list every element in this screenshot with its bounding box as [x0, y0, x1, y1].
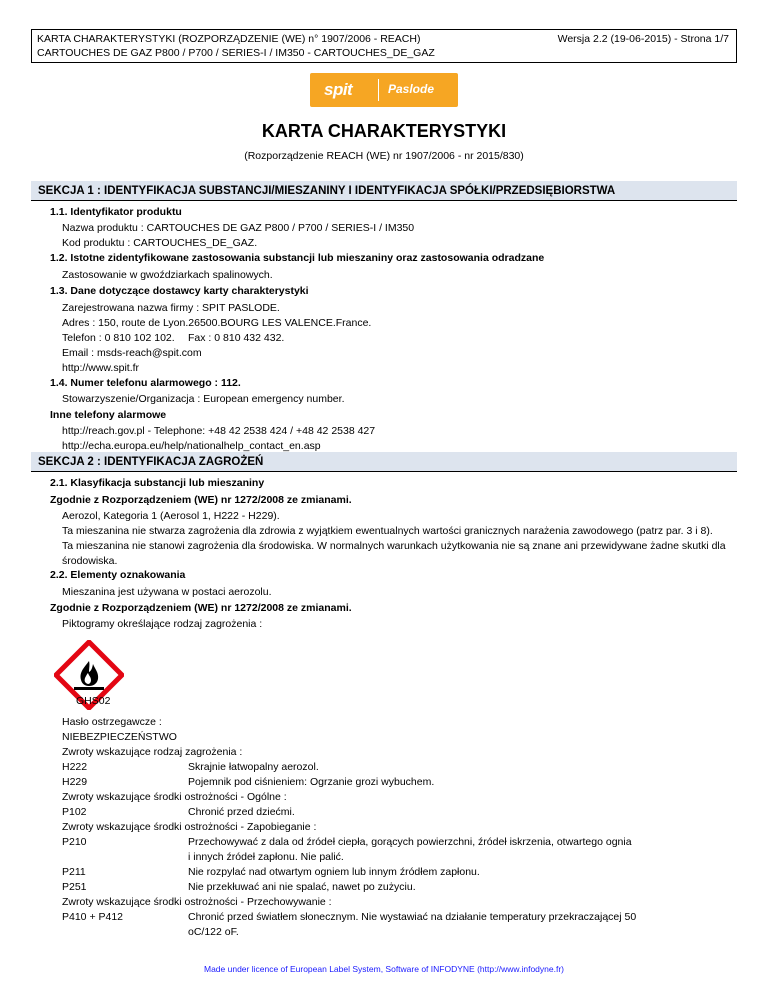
ghs-code: GHS02: [76, 695, 111, 707]
company-website[interactable]: http://www.spit.fr: [62, 362, 140, 374]
s22-title: 2.2. Elementy oznakowania: [50, 569, 186, 581]
health-hazard-line: Ta mieszanina nie stwarza zagrożenia dla zdrowia z wyjątkiem ewentualnych wartości granicznych narażenia zawodowego (patrz par. 3 i 8).: [62, 525, 713, 537]
echa-link[interactable]: http://echa.europa.eu/help/nationalhelp_contact_en.asp: [62, 440, 321, 452]
document-header: [31, 29, 737, 63]
p410-text-2: oC/122 oF.: [188, 926, 239, 938]
company-email[interactable]: Email : msds-reach@spit.com: [62, 347, 202, 359]
logo-spit: spit: [324, 80, 353, 99]
precaution-storage-label: Zwroty wskazujące środki ostrożności - Przechowywanie :: [62, 896, 332, 908]
p211-code: P211: [62, 866, 86, 878]
logo-separator: [378, 79, 379, 101]
env-hazard-line-2: środowiska.: [62, 555, 118, 567]
header-line-1: KARTA CHARAKTERYSTYKI (ROZPORZĄDZENIE (WE) n° 1907/2006 - REACH): [37, 33, 421, 45]
reach-link[interactable]: http://reach.gov.pl - Telephone: +48 42 2538 424 / +48 42 2538 427: [62, 425, 376, 437]
precaution-prevention-label: Zwroty wskazujące środki ostrożności - Zapobieganie :: [62, 821, 317, 833]
company-logo: [310, 73, 458, 107]
s13-title: 1.3. Dane dotyczące dostawcy karty charakterystyki: [50, 285, 309, 297]
company-address: Adres : 150, route de Lyon.26500.BOURG LES VALENCE.France.: [62, 317, 372, 329]
logo-paslode: Paslode: [388, 82, 435, 96]
p102-text: Chronić przed dziećmi.: [188, 806, 295, 818]
regulation-title-2: Zgodnie z Rozporządzeniem (WE) nr 1272/2008 ze zmianami.: [50, 602, 352, 614]
other-phones-title: Inne telefony alarmowe: [50, 409, 167, 421]
s12-text: Zastosowanie w gwoździarkach spalinowych.: [62, 269, 273, 281]
s21-title: 2.1. Klasyfikacja substancji lub mieszaniny: [50, 477, 265, 489]
p251-code: P251: [62, 881, 87, 893]
document-title: KARTA CHARAKTERYSTYKI: [261, 121, 507, 141]
h222-code: H222: [62, 761, 88, 773]
emergency-org: Stowarzyszenie/Organizacja : European emergency number.: [62, 393, 345, 405]
section-2-heading: SEKCJA 2 : IDENTYFIKACJA ZAGROŻEŃ: [31, 452, 737, 472]
env-hazard-line-1: Ta mieszanina nie stanowi zagrożenia dla środowiska. W normalnych warunkach użytkowania nie są znane ani przewidywane żadne skutki dla: [62, 540, 726, 552]
aerosol-line: Mieszanina jest używana w postaci aerozolu.: [62, 586, 272, 598]
s14-title: 1.4. Numer telefonu alarmowego : 112.: [50, 377, 241, 389]
regulation-title: Zgodnie z Rozporządzeniem (WE) nr 1272/2008 ze zmianami.: [50, 494, 352, 506]
company-fax: Fax : 0 810 432 432.: [188, 332, 285, 344]
company-name: Zarejestrowana nazwa firmy : SPIT PASLODE.: [62, 302, 280, 314]
product-code: Kod produktu : CARTOUCHES_DE_GAZ.: [62, 237, 258, 249]
precaution-general-label: Zwroty wskazujące środki ostrożności - Ogólne :: [62, 791, 287, 803]
section-1-heading: SEKCJA 1 : IDENTYFIKACJA SUBSTANCJI/MIESZANINY I IDENTYFIKACJA SPÓŁKI/PRZEDSIĘBIORSTWA: [31, 181, 737, 201]
s12-title: 1.2. Istotne zidentyfikowane zastosowania substancji lub mieszaniny oraz zastosowania odradzane: [50, 252, 545, 264]
p251-text: Nie przekłuwać ani nie spalać, nawet po zużyciu.: [188, 881, 416, 893]
p410-text-1: Chronić przed światłem słonecznym. Nie wystawiać na działanie temperatury przekraczającej 50: [188, 911, 637, 923]
p210-text-1: Przechowywać z dala od źródeł ciepła, gorących powierzchni, źródeł iskrzenia, otwartego ognia: [188, 836, 632, 848]
signal-word-label: Hasło ostrzegawcze :: [62, 716, 162, 728]
header-version: Wersja 2.2 (19-06-2015) - Strona 1/7: [557, 33, 729, 45]
signal-word: NIEBEZPIECZEŃSTWO: [62, 731, 177, 743]
h222-text: Skrajnie łatwopalny aerozol.: [188, 761, 319, 773]
product-name: Nazwa produktu : CARTOUCHES DE GAZ P800 / P700 / SERIES-I / IM350: [62, 222, 415, 234]
p410-code: P410 + P412: [62, 911, 124, 923]
p102-code: P102: [62, 806, 87, 818]
hazard-statements-label: Zwroty wskazujące rodzaj zagrożenia :: [62, 746, 243, 758]
p210-code: P210: [62, 836, 87, 848]
p211-text: Nie rozpylać nad otwartym ogniem lub innym źródłem zapłonu.: [188, 866, 480, 878]
s11-title: 1.1. Identyfikator produktu: [50, 206, 182, 218]
footer-license[interactable]: Made under licence of European Label System, Software of INFODYNE (http://www.infodyne.fr): [203, 964, 564, 974]
p210-text-2: i innych źródeł zapłonu. Nie palić.: [188, 851, 344, 863]
pictogram-label: Piktogramy określające rodzaj zagrożenia :: [62, 618, 263, 630]
h229-code: H229: [62, 776, 88, 788]
company-phone: Telefon : 0 810 102 102.: [62, 332, 175, 344]
header-line-2: CARTOUCHES DE GAZ P800 / P700 / SERIES-I / IM350 - CARTOUCHES_DE_GAZ: [37, 47, 435, 59]
document-subtitle: (Rozporządzenie REACH (WE) nr 1907/2006 - nr 2015/830): [244, 150, 524, 162]
h229-text: Pojemnik pod ciśnieniem: Ogrzanie grozi wybuchem.: [188, 776, 435, 788]
classification-line: Aerozol, Kategoria 1 (Aerosol 1, H222 - H229).: [62, 510, 280, 522]
